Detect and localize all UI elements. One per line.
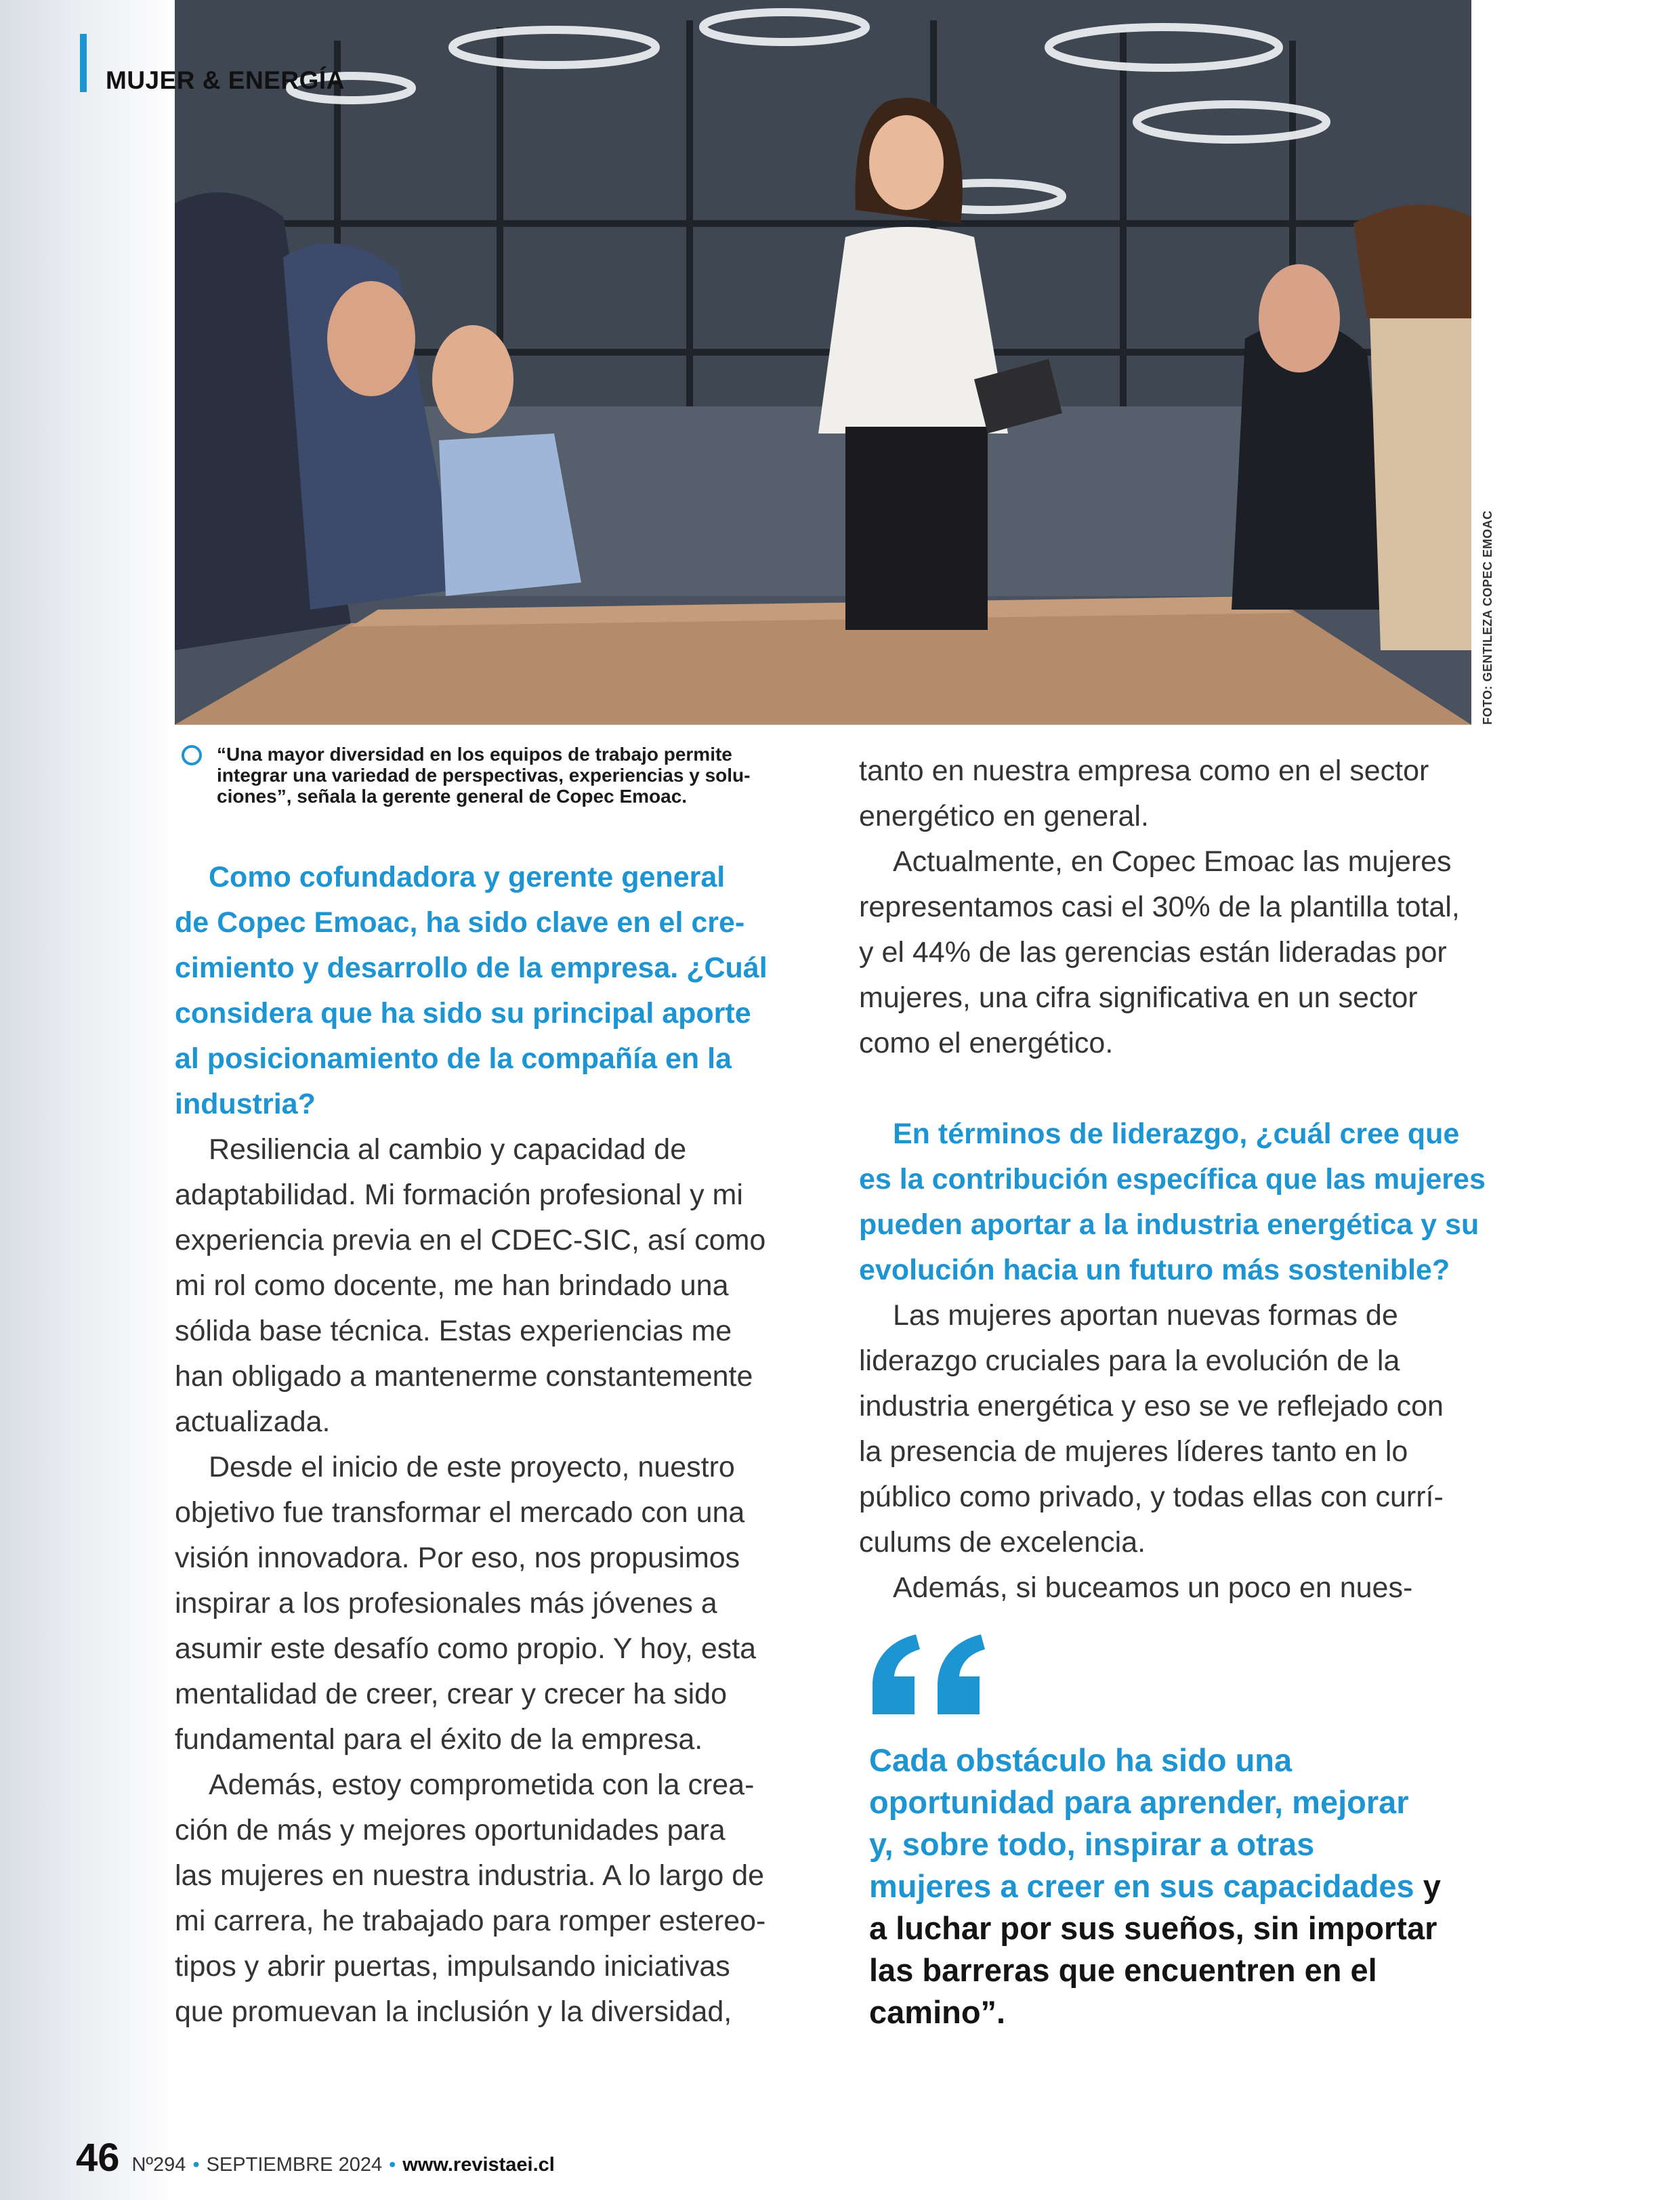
body-line: tipos y abrir puertas, impulsando iniciativas bbox=[175, 1950, 730, 1983]
quote-line: las barreras que encuentren en el bbox=[869, 1952, 1377, 1988]
quote-line-mixed bbox=[869, 1865, 1499, 1907]
question-line: evolución hacia un futuro más sostenible? bbox=[859, 1254, 1450, 1286]
body-line: mentalidad de creer, crear y crecer ha sido bbox=[175, 1678, 728, 1710]
body-line: sólida base técnica. Estas experiencias me bbox=[175, 1315, 732, 1347]
body-line: actualizada. bbox=[175, 1405, 331, 1438]
left-column bbox=[175, 855, 798, 2035]
body-line: objetivo fue transformar el mercado con una bbox=[175, 1496, 745, 1529]
photo-credit: FOTO: GENTILEZA COPEC EMOAC bbox=[1481, 510, 1494, 725]
issue-date: SEPTIEMBRE 2024 bbox=[206, 2154, 383, 2176]
body-line: Desde el inicio de este proyecto, nuestro bbox=[209, 1451, 735, 1483]
caption-circle-icon bbox=[182, 745, 202, 765]
body-line: fundamental para el éxito de la empresa. bbox=[175, 1723, 703, 1756]
separator-dot: • bbox=[389, 2154, 396, 2176]
body-line: liderazgo cruciales para la evolución de la bbox=[859, 1345, 1400, 1377]
body-line: mi rol como docente, me han brindado una bbox=[175, 1269, 729, 1302]
body-line: y el 44% de las gerencias están lideradas por bbox=[859, 936, 1447, 969]
quote-line: oportunidad para aprender, mejorar bbox=[869, 1784, 1409, 1820]
body-line: como el energético. bbox=[859, 1027, 1114, 1059]
body-line: tanto en nuestra empresa como en el sector bbox=[859, 755, 1429, 787]
quote-line: y, sobre todo, inspirar a otras bbox=[869, 1826, 1315, 1862]
body-line: mujeres, una cifra significativa en un sector bbox=[859, 981, 1418, 1014]
meeting-photo-illustration bbox=[175, 0, 1471, 725]
body-line: han obligado a mantenerme constantemente bbox=[175, 1360, 753, 1393]
body-line: Resiliencia al cambio y capacidad de bbox=[209, 1133, 687, 1166]
body-line: Además, si buceamos un poco en nues- bbox=[893, 1571, 1413, 1604]
quote-continuation: y bbox=[1414, 1868, 1441, 1904]
quote-highlight: mujeres a creer en sus capacidades bbox=[869, 1868, 1414, 1904]
paragraph-gap bbox=[859, 1066, 1482, 1112]
body-line: Actualmente, en Copec Emoac las mujeres bbox=[893, 845, 1452, 878]
section-accent-bar bbox=[80, 34, 87, 92]
question-line: Como cofundadora y gerente general bbox=[209, 861, 726, 893]
body-line: representamos casi el 30% de la plantilla total, bbox=[859, 891, 1460, 923]
body-line: adaptabilidad. Mi formación profesional y mi bbox=[175, 1179, 743, 1211]
quote-line: Cada obstáculo ha sido una bbox=[869, 1742, 1293, 1778]
photo-caption bbox=[217, 744, 772, 807]
separator-dot: • bbox=[192, 2154, 200, 2176]
body-line: la presencia de mujeres líderes tanto en lo bbox=[859, 1435, 1408, 1468]
quote-line: camino”. bbox=[869, 1994, 1006, 2030]
body-line: industria energética y eso se ve reflejado con bbox=[859, 1390, 1444, 1422]
question-line: cimiento y desarrollo de la empresa. ¿Cuál bbox=[175, 952, 768, 984]
body-line: público como privado, y todas ellas con currí- bbox=[859, 1481, 1444, 1513]
question-line: es la contribución específica que las mujeres bbox=[859, 1163, 1486, 1196]
question-line: al posicionamiento de la compañía en la bbox=[175, 1042, 732, 1075]
right-column bbox=[859, 748, 1486, 1611]
caption-line: ciones”, señala la gerente general de Copec Emoac. bbox=[217, 786, 688, 807]
body-line: inspirar a los profesionales más jóvenes a bbox=[175, 1587, 717, 1620]
website-link[interactable]: www.revistaei.cl bbox=[402, 2154, 555, 2176]
question-line: industria? bbox=[175, 1088, 316, 1120]
question-line: de Copec Emoac, ha sido clave en el cre- bbox=[175, 906, 745, 939]
section-label: MUJER & ENERGÍA bbox=[106, 66, 345, 94]
body-line: Las mujeres aportan nuevas formas de bbox=[893, 1299, 1398, 1332]
question-line: pueden aportar a la industria energética y su bbox=[859, 1208, 1479, 1241]
page-number: 46 bbox=[76, 2136, 120, 2180]
body-line: ción de más y mejores oportunidades para bbox=[175, 1814, 726, 1846]
article-photo bbox=[175, 0, 1471, 725]
caption-line: “Una mayor diversidad en los equipos de trabajo permite bbox=[217, 744, 732, 765]
quote-mark-icon bbox=[868, 1629, 990, 1717]
quote-line: a luchar por sus sueños, sin importar bbox=[869, 1910, 1437, 1946]
caption-line: integrar una variedad de perspectivas, experiencias y solu- bbox=[217, 765, 751, 786]
body-line: que promuevan la inclusión y la diversidad, bbox=[175, 1995, 732, 2028]
pull-quote bbox=[869, 1739, 1499, 2033]
body-line: experiencia previa en el CDEC-SIC, así como bbox=[175, 1224, 766, 1256]
page-background-shade bbox=[0, 0, 176, 2200]
body-line: visión innovadora. Por eso, nos propusimos bbox=[175, 1542, 740, 1574]
body-line: las mujeres en nuestra industria. A lo largo de bbox=[175, 1859, 765, 1892]
body-line: mi carrera, he trabajado para romper estereo- bbox=[175, 1905, 766, 1937]
page-footer bbox=[76, 2135, 555, 2180]
issue-number: Nº294 bbox=[131, 2154, 186, 2176]
body-line: energético en general. bbox=[859, 800, 1149, 832]
body-line: asumir este desafío como propio. Y hoy, esta bbox=[175, 1632, 757, 1665]
question-line: En términos de liderazgo, ¿cuál cree que bbox=[893, 1118, 1460, 1150]
body-line: Además, estoy comprometida con la crea- bbox=[209, 1769, 755, 1801]
question-line: considera que ha sido su principal aporte bbox=[175, 997, 751, 1030]
body-line: culums de excelencia. bbox=[859, 1526, 1146, 1559]
